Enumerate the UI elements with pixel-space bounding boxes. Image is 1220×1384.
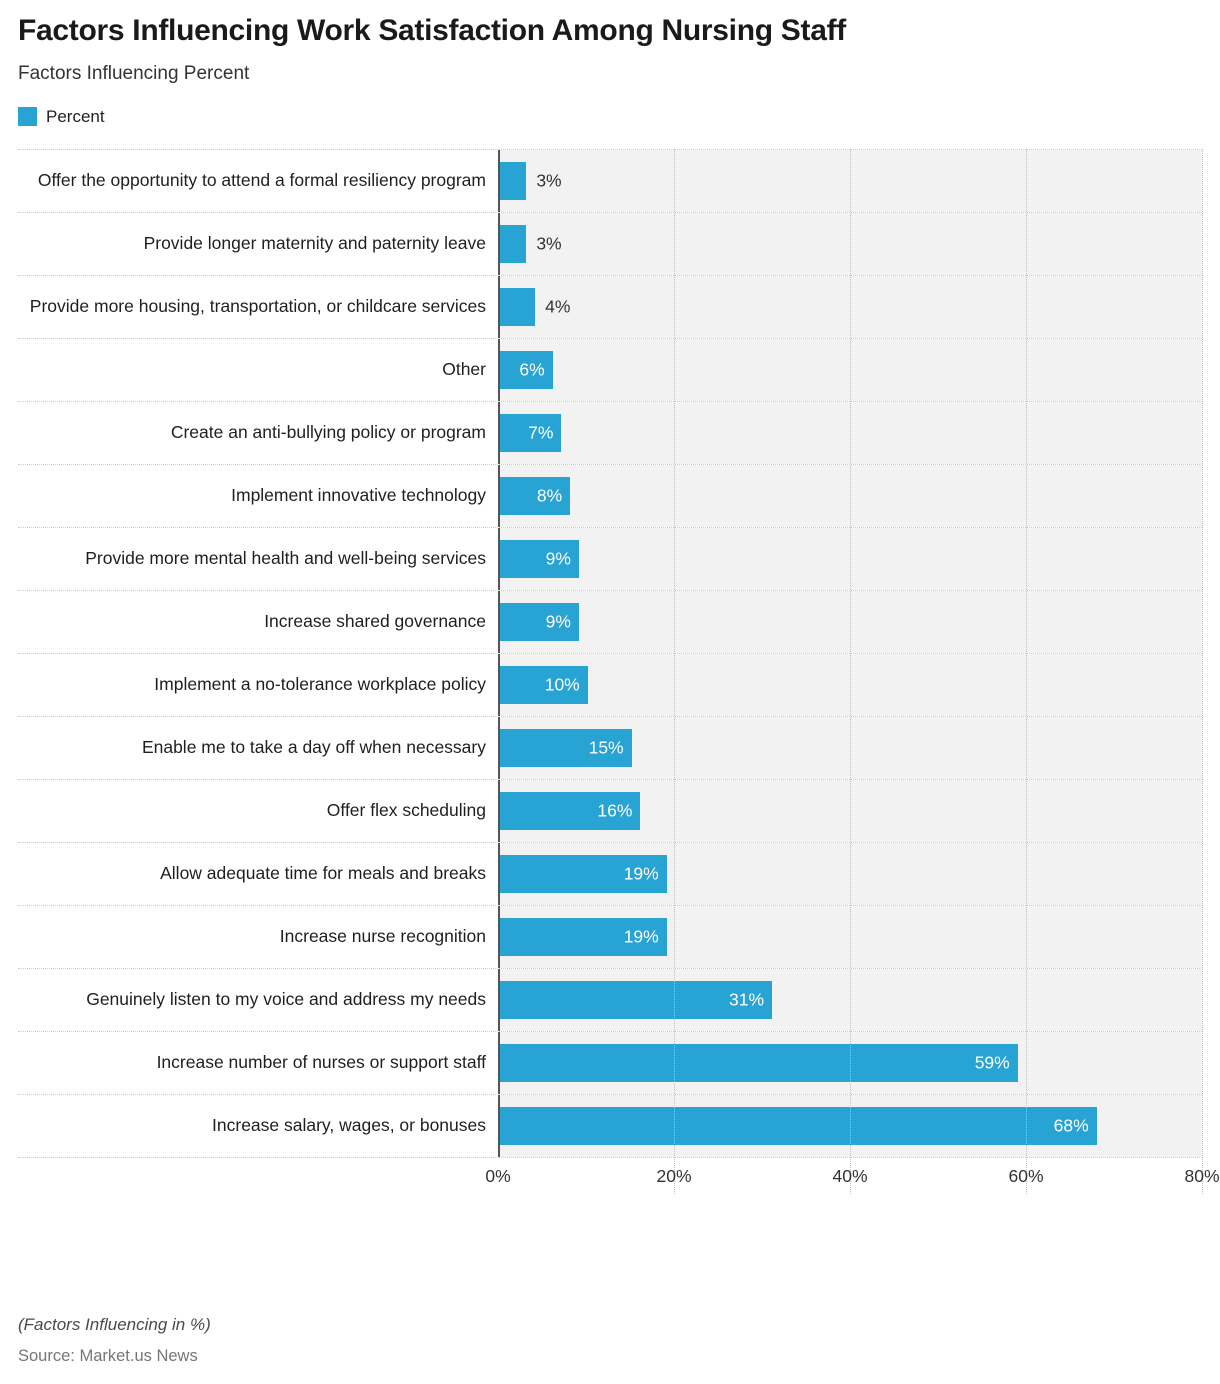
bar[interactable] <box>500 603 579 641</box>
bar[interactable] <box>500 288 535 326</box>
bar-track <box>498 213 1202 275</box>
x-axis <box>18 1160 1220 1194</box>
category-label: Increase salary, wages, or bonuses <box>212 1114 486 1135</box>
chart-row <box>18 1032 1202 1095</box>
chart-row <box>18 339 1202 402</box>
bar-value-label: 19% <box>623 863 659 883</box>
x-axis-tick-label: 60% <box>1008 1165 1044 1186</box>
chart-row <box>18 276 1202 339</box>
chart-legend <box>18 107 1202 127</box>
chart-row <box>18 213 1202 276</box>
category-label: Increase shared governance <box>264 610 486 631</box>
bar-value-label: 3% <box>536 233 562 253</box>
chart-row <box>18 591 1202 654</box>
chart-row <box>18 969 1202 1032</box>
chart-rows <box>18 149 1202 1158</box>
chart-row <box>18 402 1202 465</box>
bar-value-label: 16% <box>597 800 633 820</box>
bar-value-label: 10% <box>544 674 580 694</box>
bar-chart <box>18 149 1220 1194</box>
bar-track <box>498 402 1202 464</box>
bar-value-label: 31% <box>728 989 765 1009</box>
bar[interactable] <box>500 414 561 452</box>
bar[interactable] <box>500 225 526 263</box>
bar-track <box>498 465 1202 527</box>
bar-value-label: 9% <box>545 548 571 568</box>
bar-value-label: 6% <box>519 359 545 379</box>
bar[interactable] <box>500 351 553 389</box>
bar-value-label: 9% <box>545 611 571 631</box>
bar-track <box>498 150 1202 212</box>
page-subtitle: Factors Influencing Percent <box>18 62 250 84</box>
chart-row <box>18 654 1202 717</box>
category-label: Provide more housing, transportation, or childcare services <box>29 295 486 316</box>
bar-value-label: 3% <box>536 170 562 190</box>
bar[interactable] <box>500 792 640 830</box>
x-axis-ticks <box>485 1160 1220 1194</box>
bar[interactable] <box>500 1044 1018 1082</box>
bar-track <box>498 906 1202 968</box>
category-label: Implement innovative technology <box>231 484 486 505</box>
bar-track <box>498 780 1202 842</box>
chart-row <box>18 780 1202 843</box>
bar-track <box>498 1032 1202 1094</box>
category-label: Increase number of nurses or support staff <box>156 1051 486 1072</box>
bar-value-label: 8% <box>536 485 563 505</box>
bar-track <box>498 339 1202 401</box>
category-label: Provide longer maternity and paternity leave <box>143 232 486 253</box>
x-axis-tick-label: 80% <box>1184 1165 1220 1186</box>
x-axis-tick-label: 20% <box>656 1165 692 1186</box>
bar[interactable] <box>500 918 667 956</box>
category-label: Allow adequate time for meals and breaks <box>160 862 486 883</box>
axis-spacer <box>18 1160 498 1194</box>
chart-row <box>18 1095 1202 1158</box>
chart-row <box>18 528 1202 591</box>
chart-footnote: (Factors Influencing in %) <box>18 1315 211 1334</box>
category-label: Create an anti-bullying policy or program <box>170 421 486 442</box>
bar-value-label: 4% <box>545 296 571 316</box>
bar-track <box>498 843 1202 905</box>
bar-track <box>498 528 1202 590</box>
bar[interactable] <box>500 855 667 893</box>
bar[interactable] <box>500 1107 1097 1145</box>
bar-track <box>498 654 1202 716</box>
bar-value-label: 68% <box>1053 1115 1089 1135</box>
bar[interactable] <box>500 162 526 200</box>
category-label: Offer the opportunity to attend a formal resiliency program <box>37 169 486 190</box>
category-label: Increase nurse recognition <box>279 925 486 946</box>
category-label: Offer flex scheduling <box>326 799 486 820</box>
x-axis-tick-label: 40% <box>832 1165 868 1186</box>
legend-swatch-percent <box>18 107 37 126</box>
bar-track <box>498 591 1202 653</box>
bar-track <box>498 717 1202 779</box>
page-title: Factors Influencing Work Satisfaction Among Nursing Staff <box>18 14 846 47</box>
x-axis-tick-label: 0% <box>485 1165 511 1186</box>
chart-row <box>18 843 1202 906</box>
legend-label-percent: Percent <box>46 106 105 126</box>
bar-value-label: 15% <box>588 737 624 757</box>
bar-value-label: 19% <box>623 926 659 946</box>
bar[interactable] <box>500 666 588 704</box>
category-label: Genuinely listen to my voice and address my needs <box>86 988 486 1009</box>
chart-row <box>18 906 1202 969</box>
chart-source: Source: Market.us News <box>18 1347 198 1365</box>
bar[interactable] <box>500 540 579 578</box>
category-label: Provide more mental health and well-being services <box>85 547 486 568</box>
bar-track <box>498 276 1202 338</box>
bar[interactable] <box>500 981 772 1019</box>
bar[interactable] <box>500 477 570 515</box>
bar-track <box>498 969 1202 1031</box>
chart-footer <box>18 1315 1202 1366</box>
bar[interactable] <box>500 729 632 767</box>
chart-row <box>18 150 1202 213</box>
gridline <box>1202 149 1204 1194</box>
category-label: Enable me to take a day off when necessary <box>141 736 486 757</box>
bar-track <box>498 1095 1202 1157</box>
category-label: Other <box>442 358 486 379</box>
category-label: Implement a no-tolerance workplace policy <box>154 673 486 694</box>
chart-row <box>18 465 1202 528</box>
bar-value-label: 7% <box>528 422 554 442</box>
chart-row <box>18 717 1202 780</box>
bar-value-label: 59% <box>974 1052 1010 1072</box>
